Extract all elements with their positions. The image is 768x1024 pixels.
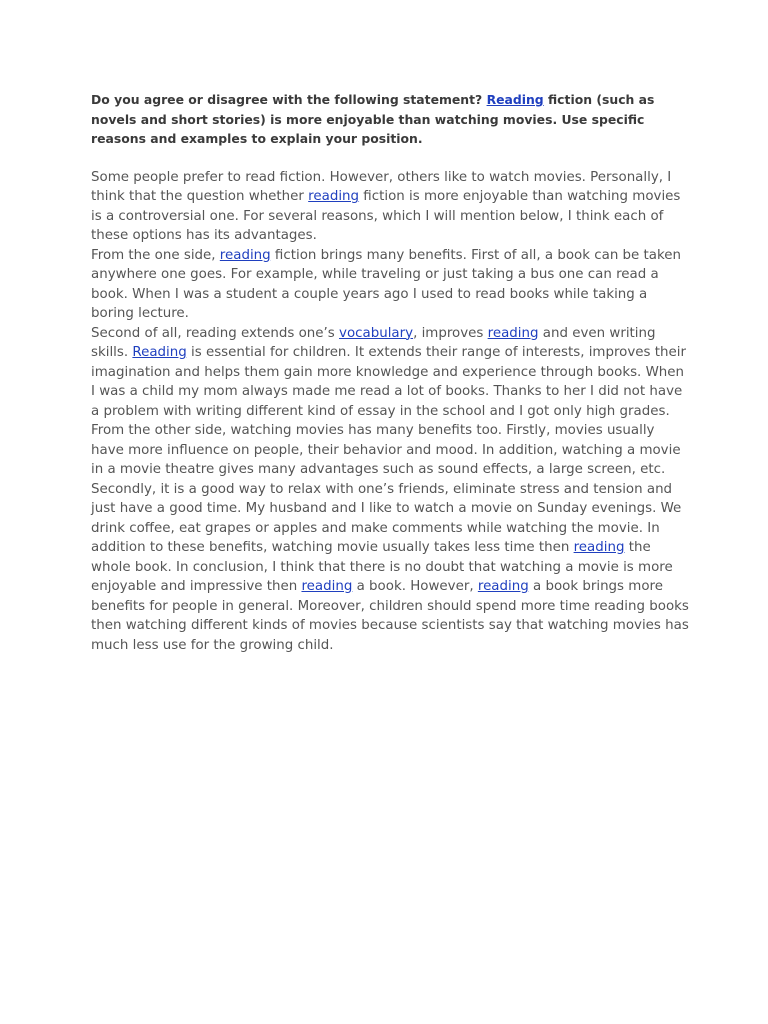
- paragraph-text: From the other side, watching movies has many benefits too. Firstly, movies usually have more influence on people, their behavior and mood. In addition, watching a movie in a movie theatre gives many advantages such as sound effects, a large screen, etc. Secondly, it is a good way to relax with one’s friends, eliminate stress and tension and just have a good time. My husband and I like to watch a movie on Sunday evenings. We drink coffee, eat grapes or apples and make comments while watching the movie. In addition to these benefits, watching movie usually takes less time then: [91, 423, 682, 555]
- inline-link-reading[interactable]: reading: [573, 540, 625, 555]
- inline-link-vocabulary[interactable]: vocabulary: [339, 325, 414, 341]
- paragraph-text: From the one side,: [91, 247, 220, 263]
- essay-prompt: [91, 90, 691, 149]
- paragraph-text: is essential for children. It extends their range of interests, improves their imagination and helps them gain more knowledge and experience through books. When I was a child my mom always made me read a lot of books. Thanks to her I did not have a problem with writing different kind of essay in the school and I got only high grades.: [91, 345, 686, 419]
- paragraph-text: and even writing skills.: [91, 325, 656, 360]
- paragraph-text: a book. However,: [352, 579, 478, 594]
- essay-paragraph: [91, 246, 691, 324]
- essay-body: [91, 168, 691, 656]
- essay-paragraph: [91, 168, 691, 246]
- paragraph-gap: [91, 149, 691, 168]
- essay-paragraph: [91, 324, 691, 422]
- inline-link-reading[interactable]: reading: [308, 189, 360, 204]
- inline-link-reading[interactable]: reading: [477, 579, 529, 594]
- paragraph-text: the whole book. In conclusion, I think that there is no doubt that watching a movie is more enjoyable and impressive then: [91, 540, 673, 594]
- paragraph-text: fiction is more enjoyable than watching movies is a controversial one. For several reasons, which I will mention below, I think each of these options has its advantages.: [91, 189, 681, 243]
- paragraph-text: , improves: [413, 325, 488, 341]
- inline-link-reading[interactable]: reading: [219, 247, 271, 263]
- inline-link-reading[interactable]: reading: [487, 325, 539, 341]
- prompt-text-after: fiction (such as novels and short stories) is more enjoyable than watching movies. Use specific reasons and examples to explain your position.: [91, 92, 655, 146]
- prompt-reading-link[interactable]: Reading: [486, 92, 544, 107]
- inline-link-reading[interactable]: Reading: [132, 345, 187, 360]
- paragraph-text: Second of all, reading extends one’s: [91, 325, 340, 341]
- paragraph-text: fiction brings many benefits. First of all, a book can be taken anywhere one goes. For example, while traveling or just taking a bus one can read a book. When I was a student a couple years ago I used to read books while taking a boring lecture.: [91, 247, 682, 321]
- inline-link-reading[interactable]: reading: [301, 579, 353, 594]
- paragraph-text: Some people prefer to read fiction. However, others like to watch movies. Personally, I think that the question whether: [91, 169, 672, 204]
- paragraph-text: a book brings more benefits for people in general. Moreover, children should spend more time reading books then watching different kinds of movies because scientists say that watching movies has much less use for the growing child.: [91, 579, 689, 653]
- essay-paragraph: [91, 421, 691, 655]
- document-page: [91, 90, 691, 655]
- prompt-text-before: Do you agree or disagree with the following statement?: [91, 92, 487, 107]
